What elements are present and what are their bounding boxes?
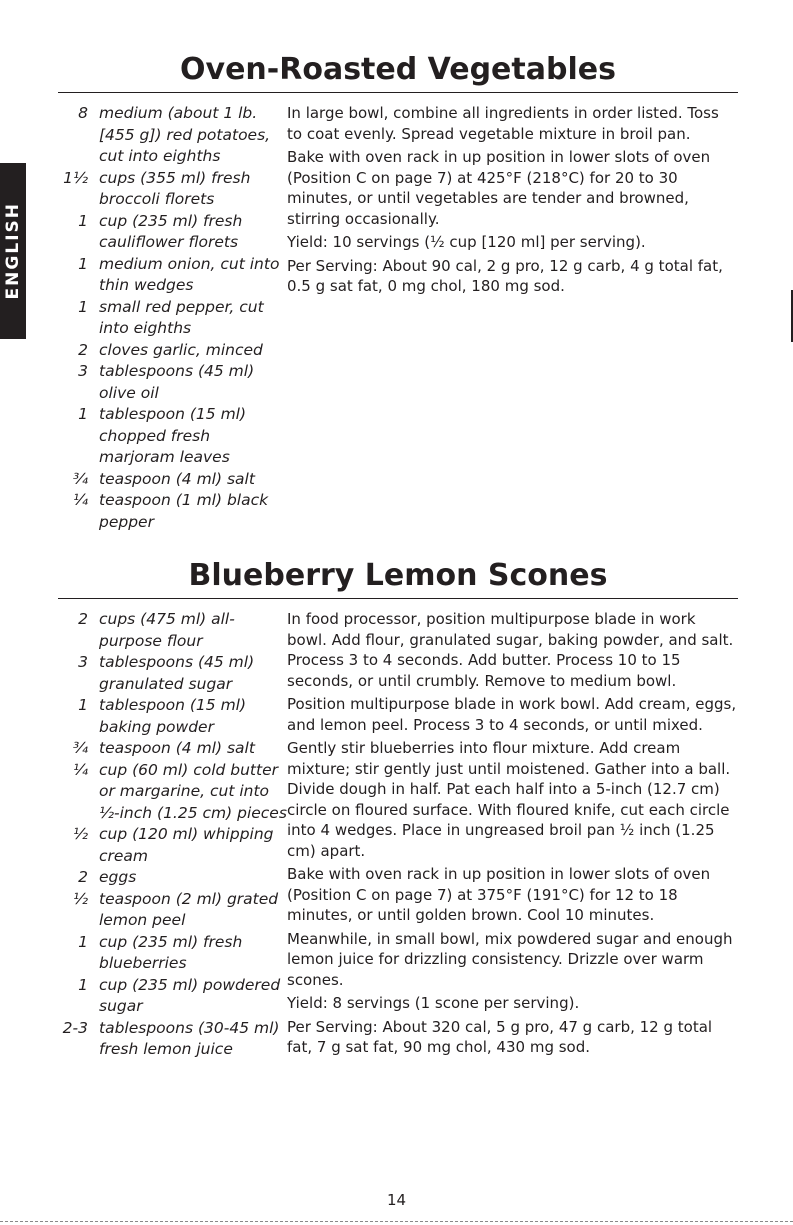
ingredient-item [58, 404, 287, 469]
recipe-oven-roasted-vegetables [58, 52, 738, 533]
ingredient-qty: 1 [78, 254, 88, 273]
ingredient-qty: 1 [78, 696, 88, 714]
ingredient-item [58, 760, 287, 825]
ingredient-qty: 1 [78, 975, 88, 994]
direction-paragraph: Gently stir blueberries into flour mixture. Add cream mixture; stir gently just until moistened. Gather into a ball. Divide dough in half. Pat each half into a 5-inch (12.7 cm) circle on floured surface. With floured knife, cut each circle into 4 wedges. Place in ungreased broil pan ½ inch (1.25 cm) apart. [287, 739, 731, 860]
ingredient-item [58, 609, 287, 652]
ingredient-item [58, 490, 287, 533]
ingredient-text: cloves garlic, minced [99, 340, 263, 359]
ingredient-text: teaspoon (1 ml) black pepper [99, 491, 269, 531]
ingredient-qty: ¾ [72, 469, 88, 488]
direction-paragraph: In large bowl, combine all ingredients in order listed. Toss to coat evenly. Spread vegetable mixture in broil pan. [287, 104, 719, 143]
ingredient-text: medium onion, cut into thin wedges [99, 254, 280, 294]
page-number: 14 [386, 1191, 407, 1209]
ingredient-qty: ¼ [72, 491, 88, 509]
bottom-rule [0, 1221, 793, 1222]
ingredient-text: tablespoon (15 ml) chopped fresh marjoram leaves [99, 405, 247, 466]
language-tab [0, 163, 26, 339]
ingredient-qty: 1 [78, 297, 88, 316]
ingredient-text: tablespoons (45 ml) olive oil [99, 362, 255, 402]
ingredient-text: cup (235 ml) powdered sugar [99, 975, 281, 1015]
ingredient-qty: 2-3 [62, 1018, 88, 1037]
ingredient-text: tablespoons (45 ml) granulated sugar [99, 653, 255, 693]
ingredient-item [58, 824, 287, 867]
ingredient-qty: 8 [78, 104, 88, 122]
direction-paragraph: In food processor, position multipurpose blade in work bowl. Add flour, granulated sugar, baking powder, and salt. Process 3 to 4 seconds. Add butter. Process 10 to 15 seconds, or until crumbly. Remove to medium bowl. [287, 610, 734, 690]
ingredient-item [58, 469, 287, 491]
ingredient-qty: 2 [78, 610, 88, 628]
ingredient-qty: ½ [72, 825, 88, 843]
ingredient-qty: ½ [72, 889, 88, 908]
ingredient-item [58, 975, 287, 1018]
ingredient-text: cup (235 ml) fresh blueberries [99, 932, 243, 972]
ingredient-item [58, 297, 287, 340]
ingredient-item [58, 254, 287, 297]
ingredient-qty: 3 [78, 653, 88, 671]
ingredient-qty: 1½ [63, 168, 88, 187]
ingredient-item [58, 867, 287, 889]
ingredient-qty: 3 [78, 362, 88, 380]
ingredient-item [58, 738, 287, 760]
ingredient-qty: 1 [78, 405, 88, 423]
ingredient-qty: 1 [78, 211, 88, 230]
recipe-title: Blueberry Lemon Scones [58, 558, 738, 599]
ingredient-text: cup (235 ml) fresh cauliflower florets [99, 211, 243, 251]
ingredient-item [58, 932, 287, 975]
ingredient-text: eggs [99, 868, 137, 886]
ingredient-qty: 2 [78, 340, 88, 359]
yield-text: Yield: 8 servings (1 scone per serving). [287, 994, 580, 1012]
ingredient-item [58, 652, 287, 695]
ingredient-text: teaspoon (4 ml) salt [99, 739, 255, 757]
ingredient-qty: 2 [78, 868, 88, 886]
nutrition-text: Per Serving: About 320 cal, 5 g pro, 47 g carb, 12 g total fat, 7 g sat fat, 90 mg chol, 430 mg sod. [287, 1017, 713, 1056]
ingredient-item [58, 340, 287, 362]
ingredient-text: cups (355 ml) fresh broccoli florets [99, 168, 251, 208]
ingredients-list [58, 609, 287, 1061]
ingredient-text: cup (60 ml) cold butter or margarine, cut into ½-inch (1.25 cm) pieces [99, 760, 287, 822]
ingredient-text: small red pepper, cut into eighths [99, 297, 264, 337]
ingredient-item [58, 103, 287, 168]
language-tab-label: ENGLISH [3, 202, 23, 300]
directions [287, 609, 738, 1061]
ingredients-list [58, 103, 287, 533]
ingredient-item [58, 168, 287, 211]
ingredient-item [58, 211, 287, 254]
ingredient-item [58, 361, 287, 404]
ingredient-item [58, 695, 287, 738]
ingredient-item [58, 889, 287, 932]
recipe-title: Oven-Roasted Vegetables [58, 52, 738, 93]
ingredient-text: tablespoon (15 ml) baking powder [99, 696, 247, 736]
direction-paragraph: Position multipurpose blade in work bowl. Add cream, eggs, and lemon peel. Process 3 to 4 seconds, or until mixed. [287, 695, 737, 734]
nutrition-text: Per Serving: About 90 cal, 2 g pro, 12 g carb, 4 g total fat, 0.5 g sat fat, 0 mg chol, 180 mg sod. [287, 256, 723, 295]
direction-paragraph: Meanwhile, in small bowl, mix powdered sugar and enough lemon juice for drizzling consistency. Drizzle over warm scones. [287, 929, 733, 989]
ingredient-text: cup (120 ml) whipping cream [99, 825, 274, 865]
recipe-blueberry-lemon-scones [58, 558, 738, 1061]
direction-paragraph: Bake with oven rack in up position in lower slots of oven (Position C on page 7) at 425°F (218°C) for 20 to 30 minutes, or until vegetables are tender and browned, stirring occasionally. [287, 148, 711, 228]
direction-paragraph: Bake with oven rack in up position in lower slots of oven (Position C on page 7) at 375°F (191°C) for 12 to 18 minutes, or until golden brown. Cool 10 minutes. [287, 865, 711, 924]
ingredient-text: tablespoons (30-45 ml) fresh lemon juice [99, 1018, 280, 1058]
ingredient-text: teaspoon (4 ml) salt [99, 469, 255, 488]
ingredient-qty: ¼ [72, 760, 88, 779]
ingredient-text: teaspoon (2 ml) grated lemon peel [99, 889, 279, 929]
ingredient-text: medium (about 1 lb. [455 g]) red potatoes, cut into eighths [99, 104, 271, 165]
ingredient-qty: ¾ [72, 739, 88, 757]
ingredient-qty: 1 [78, 932, 88, 951]
ingredient-item [58, 1018, 287, 1061]
directions [287, 103, 738, 533]
yield-text: Yield: 10 servings (½ cup [120 ml] per serving). [287, 233, 646, 251]
ingredient-text: cups (475 ml) all-purpose flour [99, 610, 235, 650]
